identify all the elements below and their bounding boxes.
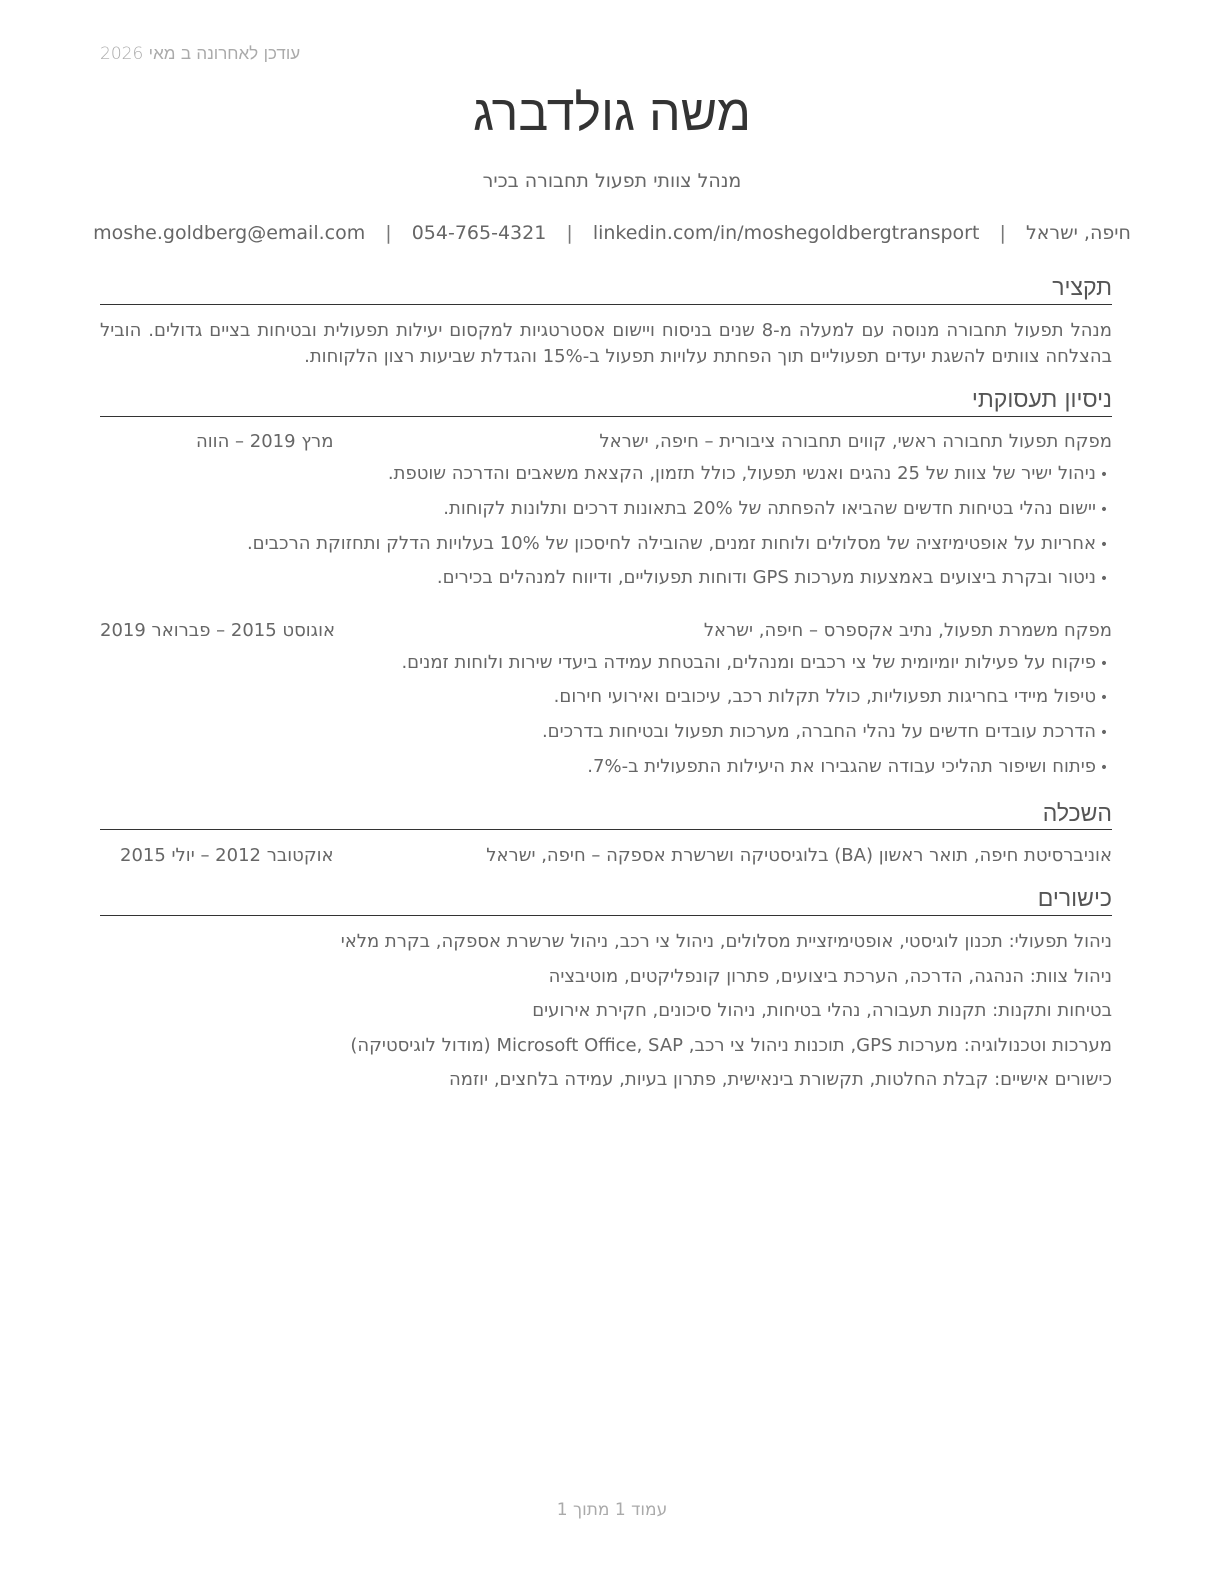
- candidate-name: משה גולדברג: [472, 85, 752, 141]
- skill-line: מערכות וטכנולוגיה: מערכות GPS, תוכנות ניהול צי רכב, Microsoft Office, SAP (מודול לוגיסטיקה): [350, 1035, 1112, 1056]
- job-bullet: •אחריות על אופטימיזציה של מסלולים ולוחות זמנים, שהובילה לחיסכון של 10% בעלויות הדלק ותחזוקת הרכבים.: [246, 533, 1109, 554]
- job-title: מפקח תפעול תחבורה ראשי, קווים תחבורה ציבורית – חיפה, ישראל: [599, 431, 1112, 452]
- contact-separator: |: [385, 222, 392, 244]
- contact-separator: |: [999, 222, 1006, 244]
- last-updated-note: עודכן לאחרונה ב מאי 2026: [100, 44, 301, 64]
- skill-line: כישורים אישיים: קבלת החלטות, תקשורת בינאישית, פתרון בעיות, עמידה בלחצים, יוזמה: [448, 1069, 1112, 1090]
- contact-separator: |: [566, 222, 573, 244]
- skill-line: בטיחות ותקנות: תקנות תעבורה, נהלי בטיחות, ניהול סיכונים, חקירת אירועים: [532, 1000, 1112, 1021]
- education-rule: [100, 829, 1112, 830]
- contact-phone[interactable]: 054-765-4321: [411, 222, 547, 244]
- skill-line: ניהול תפעולי: תכנון לוגיסטי, אופטימיזציית מסלולים, ניהול צי רכב, ניהול שרשרת אספקה, בקרת מלאי: [340, 931, 1112, 952]
- contact-email[interactable]: moshe.goldberg@email.com: [93, 222, 366, 244]
- summary-rule: [100, 304, 1112, 305]
- skills-rule: [100, 915, 1112, 916]
- summary-heading: תקציר: [1052, 275, 1112, 301]
- job-bullet: •ניהול ישיר של צוות של 25 נהגים ואנשי תפעול, כולל תזמון, הקצאת משאבים והדרכה שוטפת.: [387, 463, 1109, 484]
- job-bullet: •פיקוח על פעילות יומיומית של צי רכבים ומנהלים, והבטחת עמידה ביעדי שירות ולוחות זמנים.: [401, 652, 1109, 673]
- job-title: מפקח משמרת תפעול, נתיב אקספרס – חיפה, ישראל: [703, 620, 1112, 641]
- candidate-subtitle: מנהל צוותי תפעול תחבורה בכיר: [482, 170, 742, 192]
- job-dates: אוגוסט 2015 – פברואר 2019: [100, 620, 336, 641]
- experience-heading: ניסיון תעסוקתי: [971, 387, 1112, 413]
- contact-location: חיפה, ישראל: [1025, 222, 1131, 244]
- education-entry: אוניברסיטת חיפה, תואר ראשון (BA) בלוגיסטיקה ושרשרת אספקה – חיפה, ישראל: [486, 845, 1112, 866]
- contact-linkedin[interactable]: linkedin.com/in/moshegoldbergtransport: [592, 222, 980, 244]
- job-bullet: •הדרכת עובדים חדשים על נהלי החברה, מערכות תפעול ובטיחות בדרכים.: [541, 721, 1109, 742]
- skill-line: ניהול צוות: הנהגה, הדרכה, הערכת ביצועים, פתרון קונפליקטים, מוטיבציה: [548, 966, 1112, 987]
- education-dates: אוקטובר 2012 – יולי 2015: [120, 845, 334, 866]
- summary-text: מנהל תפעול תחבורה מנוסה עם למעלה מ-8 שנים בניסוח ויישום אסטרטגיות למקסום יעילות תפעולית ובטיחות בציים גדולים. הוביל בהצלחה צוותים להשגת יעדים תפעוליים תוך הפחתת עלויות תפעול ב-15% והגדלת שביעות רצון הלקוחות.: [100, 320, 1112, 367]
- experience-rule: [100, 416, 1112, 417]
- job-bullet: •טיפול מיידי בחריגות תפעוליות, כולל תקלות רכב, עיכובים ואירועי חירום.: [553, 686, 1109, 707]
- job-bullet: •יישום נהלי בטיחות חדשים שהביאו להפחתה של 20% בתאונות דרכים ותלונות לקוחות.: [443, 498, 1109, 519]
- job-bullet: •פיתוח ושיפור תהליכי עבודה שהגבירו את היעילות התפעולית ב-7%.: [587, 756, 1109, 777]
- job-dates: מרץ 2019 – הווה: [196, 431, 334, 452]
- skills-heading: כישורים: [1037, 886, 1112, 912]
- education-heading: השכלה: [1042, 801, 1112, 827]
- page-number: עמוד 1 מתוך 1: [556, 1500, 668, 1520]
- contact-line: [0, 222, 1224, 244]
- job-bullet: •ניטור ובקרת ביצועים באמצעות מערכות GPS ודוחות תפעוליים, ודיווח למנהלים בכירים.: [436, 567, 1109, 588]
